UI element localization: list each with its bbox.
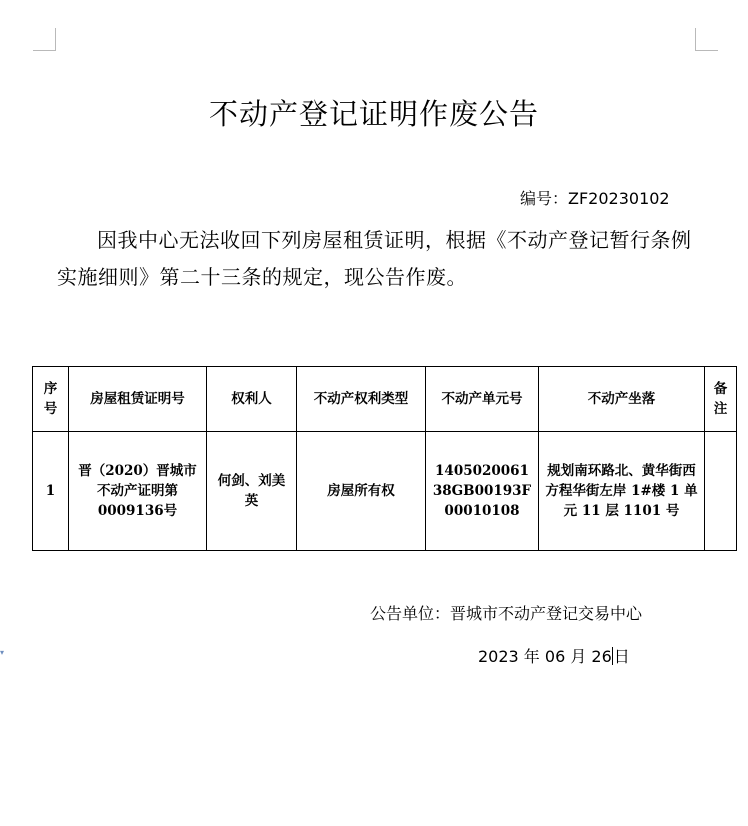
header-cert-no: 房屋租赁证明号 (69, 367, 207, 432)
header-seq: 序号 (33, 367, 69, 432)
cell-cert-no: 晋（2020）晋城市不动产证明第0009136号 (69, 432, 207, 551)
cell-holder: 何剑、刘美英 (207, 432, 297, 551)
document-number: 编号：ZF20230102 (520, 189, 670, 208)
cell-remark (705, 432, 737, 551)
margin-marker: ▾ (0, 648, 5, 657)
date-main: 2023 年 06 月 26 (478, 647, 612, 666)
table-row (33, 432, 737, 551)
page-corner-top-left (33, 28, 56, 51)
cell-unit-no: 140502006138GB00193F00010108 (426, 432, 539, 551)
header-right-type: 不动产权利类型 (297, 367, 426, 432)
header-location: 不动产坐落 (539, 367, 705, 432)
date-tail: 日 (613, 647, 630, 666)
table-header-row (33, 367, 737, 432)
text-cursor (612, 647, 613, 665)
header-remark: 备注 (705, 367, 737, 432)
issuing-unit: 公告单位：晋城市不动产登记交易中心 (370, 604, 643, 623)
header-unit-no: 不动产单元号 (426, 367, 539, 432)
cell-right-type: 房屋所有权 (297, 432, 426, 551)
notice-date (478, 644, 630, 667)
page-corner-top-right (695, 28, 718, 51)
notice-body: 因我中心无法收回下列房屋租赁证明，根据《不动产登记暂行条例实施细则》第二十三条的规定，现公告作废。 (57, 228, 692, 289)
document-title: 不动产登记证明作废公告 (208, 97, 539, 131)
header-holder: 权利人 (207, 367, 297, 432)
cell-seq: 1 (33, 432, 69, 551)
certificate-table (32, 366, 737, 551)
cell-location: 规划南环路北、黄华街西方程华街左岸 1#楼 1 单元 11 层 1101 号 (539, 432, 705, 551)
